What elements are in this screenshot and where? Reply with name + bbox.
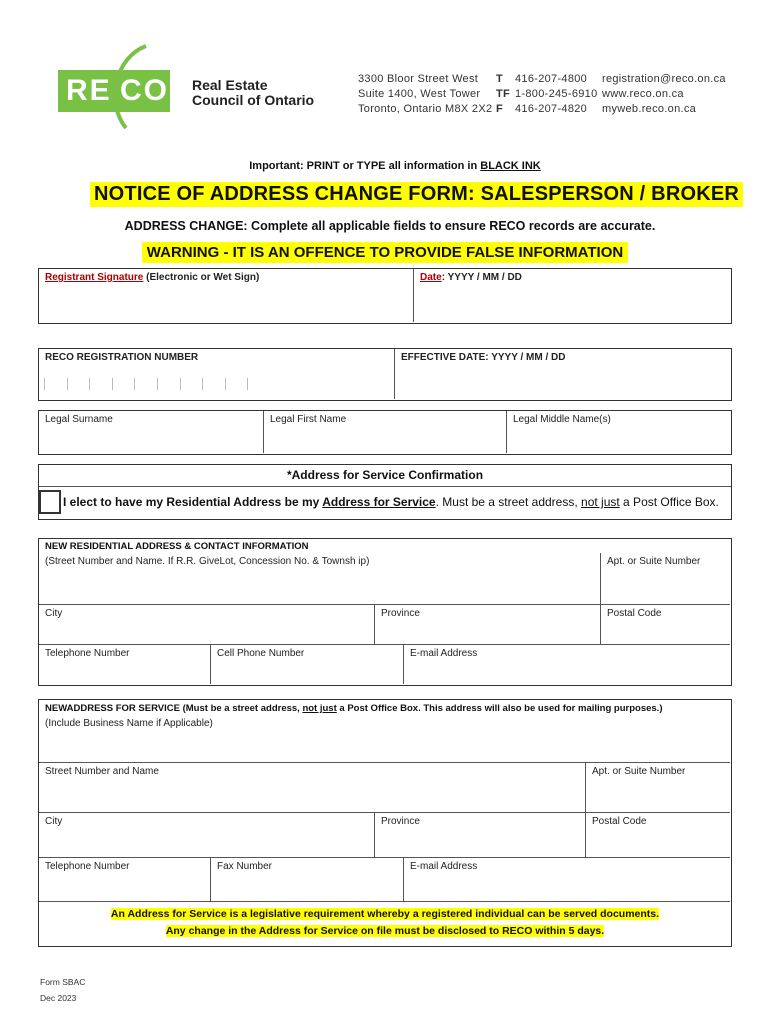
residential-postal-label: Postal Code — [607, 608, 662, 619]
service-business-name-field[interactable] — [39, 715, 730, 763]
legal-name-section — [38, 410, 732, 455]
elect-end-text: a Post Office Box. — [619, 495, 719, 509]
signature-section — [38, 268, 732, 324]
service-telephone-label: Telephone Number — [45, 861, 130, 872]
service-postal-label: Postal Code — [592, 816, 647, 827]
service-apt-label: Apt. or Suite Number — [592, 766, 686, 777]
elect-rest-text: . Must be a street address, — [435, 495, 582, 509]
form-date: Dec 2023 — [40, 993, 77, 1003]
org-name-line2: Council of Ontario — [192, 92, 315, 108]
residential-postal-field[interactable] — [601, 605, 730, 645]
service-email-field[interactable] — [404, 858, 730, 902]
registration-section — [38, 348, 732, 401]
org-name — [192, 78, 314, 108]
contact-label-t: T — [496, 73, 504, 85]
contact-numbers — [515, 72, 597, 117]
registration-digit-boxes[interactable] — [44, 378, 270, 390]
residential-cell-field[interactable] — [211, 645, 404, 684]
effective-date-label: EFFECTIVE DATE: YYYY / MM / DD — [401, 352, 566, 363]
form-subtitle: ADDRESS CHANGE: Complete all applicable fields to ensure RECO records are accurate. — [124, 219, 656, 233]
service-confirmation-title: *Address for Service Confirmation — [39, 465, 731, 487]
service-apt-field[interactable] — [586, 763, 730, 813]
service-confirmation-section — [38, 464, 732, 520]
residential-province-field[interactable] — [375, 605, 601, 645]
address-line3: Toronto, Ontario M8X 2X2 — [358, 103, 493, 115]
residential-cell-label: Cell Phone Number — [217, 648, 305, 659]
form-code: Form SBAC — [40, 977, 86, 987]
residential-telephone-field[interactable] — [39, 645, 211, 684]
legal-middle-name-label: Legal Middle Name(s) — [513, 414, 611, 425]
residential-heading: NEW RESIDENTIAL ADDRESS & CONTACT INFORMATION — [45, 541, 309, 552]
fax-number: 416-207-4820 — [515, 103, 588, 115]
service-fax-label: Fax Number — [217, 861, 273, 872]
effective-date-field[interactable] — [395, 349, 730, 399]
service-street-field[interactable] — [39, 763, 586, 813]
tollfree-number: 1-800-245-6910 — [515, 88, 598, 100]
org-name-line1: Real Estate — [192, 77, 268, 93]
address-line1: 3300 Bloor Street West — [358, 73, 479, 85]
street-address — [358, 72, 492, 117]
signature-field[interactable] — [39, 269, 414, 322]
important-text: Important: PRINT or TYPE all information in — [249, 160, 481, 172]
residential-city-label: City — [45, 608, 63, 619]
service-heading — [45, 703, 662, 714]
service-business-hint: (Include Business Name if Applicable) — [45, 718, 213, 729]
registration-number-label: RECO REGISTRATION NUMBER — [45, 352, 199, 363]
service-province-field[interactable] — [375, 813, 586, 858]
phone-number: 416-207-4800 — [515, 73, 588, 85]
residential-street-hint: (Street Number and Name. If R.R. GiveLot, Concession No. & Townsh ip) — [45, 556, 370, 567]
elect-residential-checkbox[interactable] — [39, 490, 61, 514]
service-telephone-field[interactable] — [39, 858, 211, 902]
legal-first-name-label: Legal First Name — [270, 414, 347, 425]
signature-date-field[interactable] — [414, 269, 730, 322]
residential-email-label: E-mail Address — [410, 648, 478, 659]
residential-apt-field[interactable] — [601, 553, 730, 605]
service-heading-rest: (Must be a street address, — [179, 703, 303, 714]
elect-bold-text: I elect to have my Residential Address be my — [63, 495, 323, 509]
important-note — [0, 160, 770, 172]
logo-text-right: CO — [120, 74, 169, 107]
signature-label-suffix: (Electronic or Wet Sign) — [143, 272, 260, 283]
service-notice-line2: Any change in the Address for Service on file must be disclosed to RECO within 5 days. — [165, 925, 605, 937]
address-line2: Suite 1400, West Tower — [358, 88, 481, 100]
service-heading-not-just: not just — [302, 703, 337, 714]
logo-text-left: RE — [66, 74, 112, 107]
service-notice-line1: An Address for Service is a legislative requirement whereby a registered individual can be served documents. — [110, 908, 660, 920]
email-address: registration@reco.on.ca — [602, 73, 726, 85]
residential-apt-label: Apt. or Suite Number — [607, 556, 701, 567]
service-heading-bold: NEWADDRESS FOR SERVICE — [45, 703, 180, 714]
residential-street-field[interactable] — [39, 553, 601, 605]
service-email-label: E-mail Address — [410, 861, 478, 872]
service-street-label: Street Number and Name — [45, 766, 159, 777]
date-label: Date — [420, 272, 442, 283]
web-contacts — [602, 72, 726, 117]
service-province-label: Province — [381, 816, 420, 827]
residential-telephone-label: Telephone Number — [45, 648, 130, 659]
not-just-text: not just — [581, 495, 620, 509]
website: www.reco.on.ca — [602, 88, 684, 100]
black-ink-text: BLACK INK — [480, 160, 541, 172]
service-fax-field[interactable] — [211, 858, 404, 902]
service-city-field[interactable] — [39, 813, 375, 858]
legal-middle-name-field[interactable] — [507, 411, 730, 453]
service-postal-field[interactable] — [586, 813, 730, 858]
signature-label: Registrant Signature — [45, 272, 144, 283]
legal-surname-label: Legal Surname — [45, 414, 113, 425]
residential-city-field[interactable] — [39, 605, 375, 645]
myweb-link: myweb.reco.on.ca — [602, 103, 697, 115]
registration-number-field[interactable] — [39, 349, 395, 399]
elect-statement — [63, 495, 719, 509]
contact-label-tf: TF — [496, 88, 511, 100]
service-heading-end: a Post Office Box. This address will also be used for mailing purposes.) — [336, 703, 663, 714]
legal-first-name-field[interactable] — [264, 411, 507, 453]
form-footer — [40, 974, 85, 1006]
date-format: : YYYY / MM / DD — [441, 272, 522, 283]
service-city-label: City — [45, 816, 63, 827]
residential-email-field[interactable] — [404, 645, 730, 684]
reco-logo — [54, 44, 182, 130]
service-address-section — [38, 699, 732, 947]
warning-banner: WARNING - IT IS AN OFFENCE TO PROVIDE FALSE INFORMATION — [142, 242, 628, 263]
service-notice — [39, 902, 731, 946]
form-title: NOTICE OF ADDRESS CHANGE FORM: SALESPERSON / BROKER — [90, 182, 743, 207]
address-for-service-text: Address for Service — [322, 495, 436, 509]
contact-labels — [496, 72, 510, 117]
residential-address-section — [38, 538, 732, 686]
legal-surname-field[interactable] — [39, 411, 264, 453]
contact-label-f: F — [496, 103, 504, 115]
residential-province-label: Province — [381, 608, 420, 619]
